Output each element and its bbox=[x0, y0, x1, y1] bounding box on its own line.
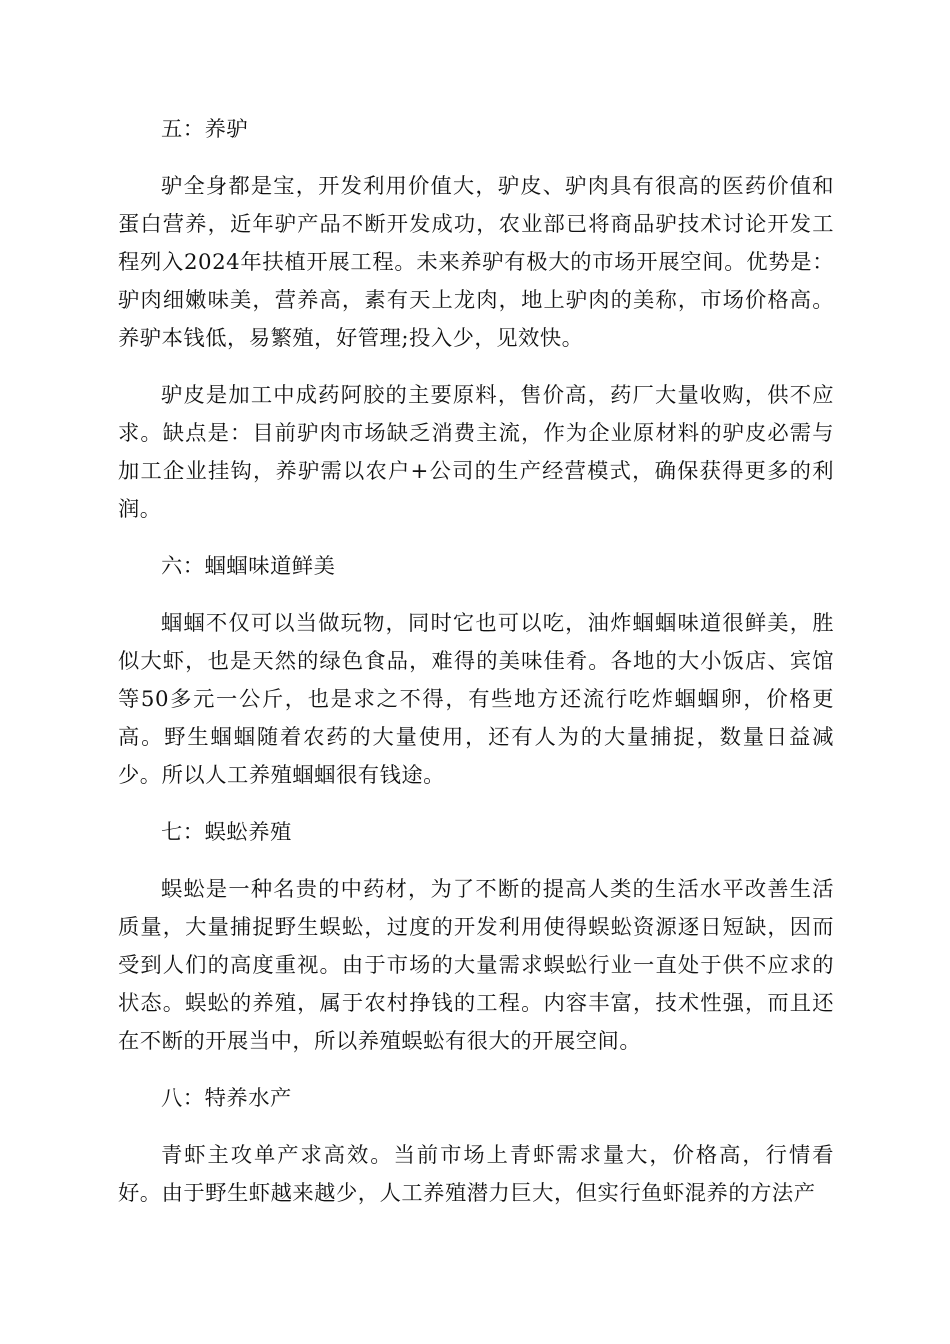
section-heading-aquaculture: 八：特养水产 bbox=[161, 1086, 292, 1111]
paragraph-katydid: 蝈蝈不仅可以当做玩物，同时它也可以吃，油炸蝈蝈味道很鲜美，胜似大虾，也是天然的绿色食品，难得的美味佳肴。各地的大小饭店、宾馆等50多元一公斤，也是求之不得，有些地方还流行吃炸蝈蝈卵，价格更高。野生蝈蝈随着农药的大量使用，还有人为的大量捕捉，数量日益减少。所以人工养殖蝈蝈很有钱途。 bbox=[118, 611, 834, 788]
document-body bbox=[118, 111, 834, 1232]
section-heading-katydid: 六：蝈蝈味道鲜美 bbox=[161, 554, 336, 579]
paragraph-donkey-hide: 驴皮是加工中成药阿胶的主要原料，售价高，药厂大量收购，供不应求。缺点是：目前驴肉市场缺乏消费主流，作为企业原材料的驴皮必需与加工企业挂钩，养驴需以农户+公司的生产经营模式，确保获得更多的利润。 bbox=[118, 383, 834, 522]
paragraph-donkey-benefits: 驴全身都是宝，开发利用价值大，驴皮、驴肉具有很高的医药价值和蛋白营养，近年驴产品不断开发成功，农业部已将商品驴技术讨论开发工程列入2024年扶植开展工程。未来养驴有极大的市场开展空间。优势是：驴肉细嫩味美，营养高，素有天上龙肉，地上驴肉的美称，市场价格高。养驴本钱低，易繁殖，好管理;投入少，见效快。 bbox=[118, 174, 834, 351]
paragraph-aquaculture: 青虾主攻单产求高效。当前市场上青虾需求量大，价格高，行情看好。由于野生虾越来越少，人工养殖潜力巨大，但实行鱼虾混养的方法产 bbox=[118, 1143, 834, 1206]
section-heading-donkey: 五：养驴 bbox=[161, 117, 249, 142]
section-heading-centipede: 七：蜈蚣养殖 bbox=[161, 820, 292, 845]
paragraph-centipede: 蜈蚣是一种名贵的中药材，为了不断的提高人类的生活水平改善生活质量，大量捕捉野生蜈蚣，过度的开发利用使得蜈蚣资源逐日短缺，因而受到人们的高度重视。由于市场的大量需求蜈蚣行业一直处于供不应求的状态。蜈蚣的养殖，属于农村挣钱的工程。内容丰富，技术性强，而且还在不断的开展当中，所以养殖蜈蚣有很大的开展空间。 bbox=[118, 877, 834, 1054]
